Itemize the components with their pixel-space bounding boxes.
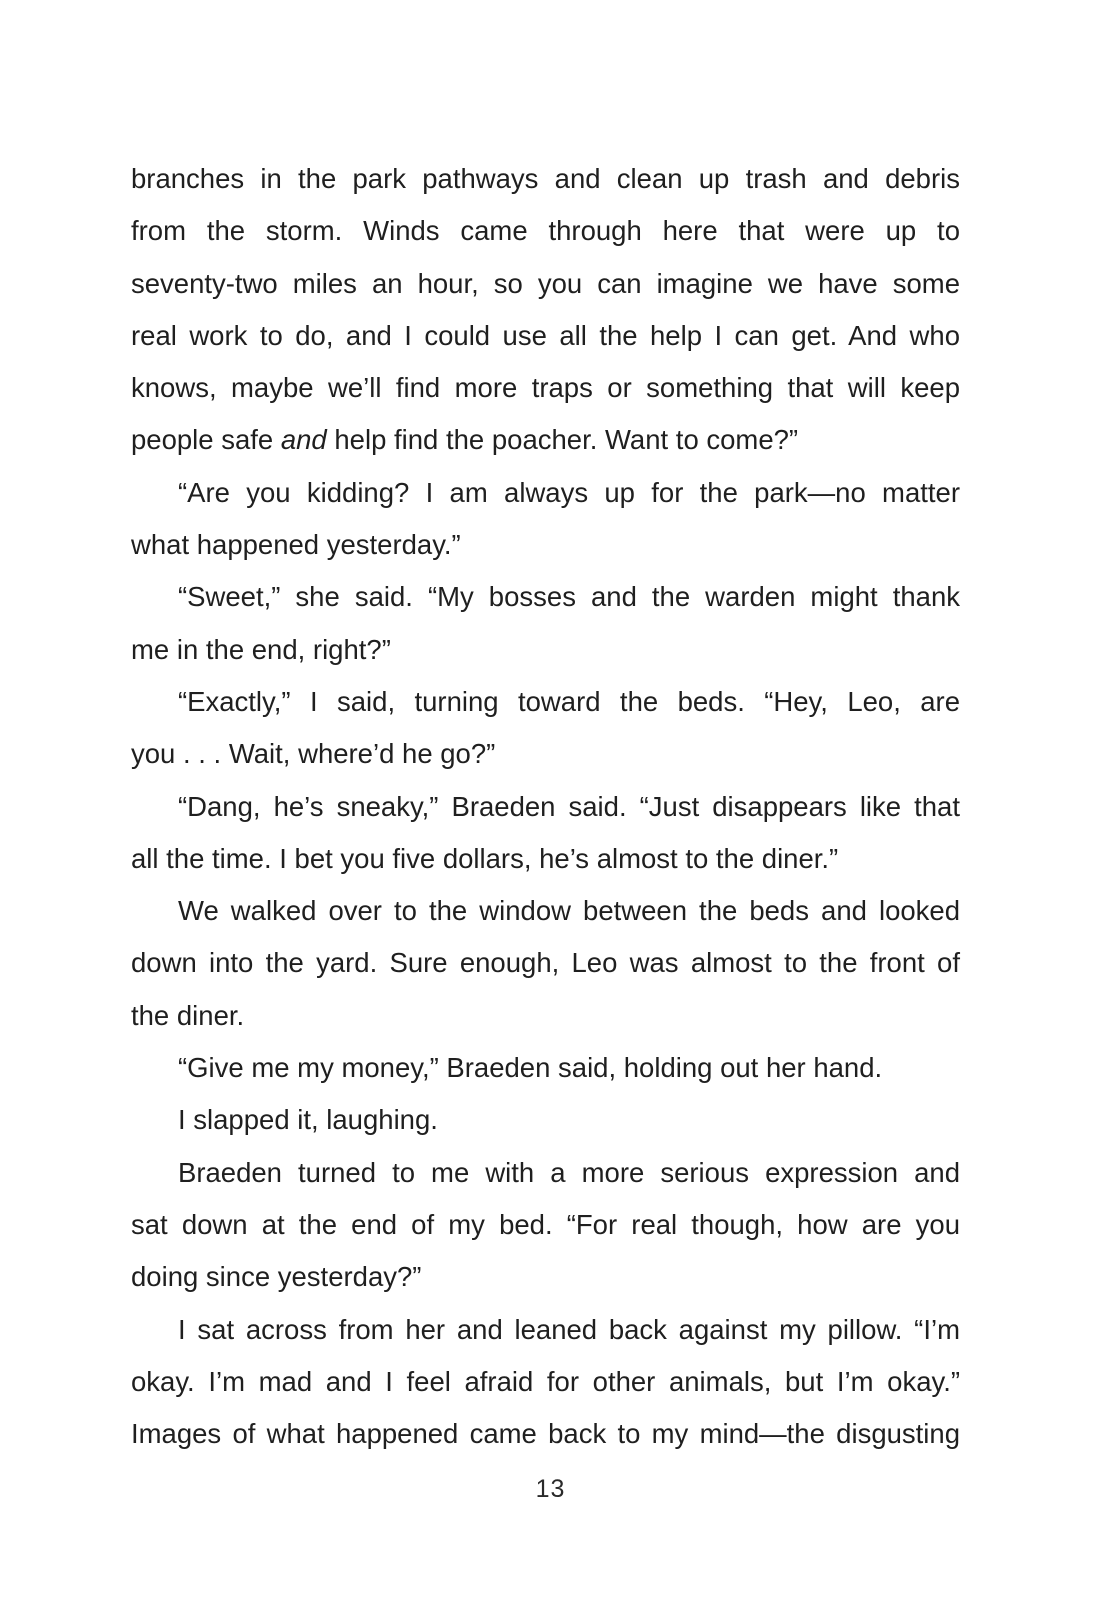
italic-emphasis: and	[280, 424, 327, 456]
text-line: seventy-two miles an hour, so you can imagine we have some	[131, 267, 960, 299]
text-line: Braeden turned to me with a more serious expression and	[178, 1156, 960, 1188]
text-line: down into the yard. Sure enough, Leo was almost to the front of	[131, 947, 960, 979]
text-line: doing since yesterday?”	[131, 1261, 422, 1293]
body-text	[131, 153, 960, 1460]
text-line: “Give me my money,” Braeden said, holding out her hand.	[178, 1052, 883, 1084]
text-line: knows, maybe we’ll find more traps or something that will keep	[131, 372, 960, 404]
text-line: We walked over to the window between the beds and looked	[178, 895, 960, 927]
text-line: sat down at the end of my bed. “For real though, how are you	[131, 1208, 960, 1240]
text-line: “Sweet,” she said. “My bosses and the warden might thank	[178, 581, 960, 613]
text-line: real work to do, and I could use all the help I can get. And who	[131, 319, 960, 351]
text-run: help find the poacher. Want to come?”	[326, 424, 799, 456]
page-number: 13	[535, 1475, 566, 1503]
text-line: “Dang, he’s sneaky,” Braeden said. “Just disappears like that	[178, 790, 960, 822]
text-line: “Are you kidding? I am always up for the park—no matter	[178, 476, 960, 508]
text-line: you . . . Wait, where’d he go?”	[131, 738, 496, 770]
text-line: branches in the park pathways and clean up trash and debris	[131, 163, 960, 194]
text-run: people safe	[131, 424, 281, 456]
text-line: all the time. I bet you five dollars, he’s almost to the diner.”	[131, 842, 839, 874]
text-line: “Exactly,” I said, turning toward the beds. “Hey, Leo, are	[178, 685, 960, 717]
text-line: I slapped it, laughing.	[178, 1104, 438, 1136]
text-line: I sat across from her and leaned back against my pillow. “I’m	[178, 1313, 960, 1345]
text-line: Images of what happened came back to my mind—the disgusting	[131, 1418, 960, 1450]
text-line: me in the end, right?”	[131, 633, 391, 665]
text-line: what happened yesterday.”	[131, 529, 461, 561]
text-line	[131, 414, 960, 466]
text-line: the diner.	[131, 999, 245, 1031]
text-line: okay. I’m mad and I feel afraid for other animals, but I’m okay.”	[131, 1365, 960, 1397]
text-line: from the storm. Winds came through here that were up to	[131, 215, 960, 247]
